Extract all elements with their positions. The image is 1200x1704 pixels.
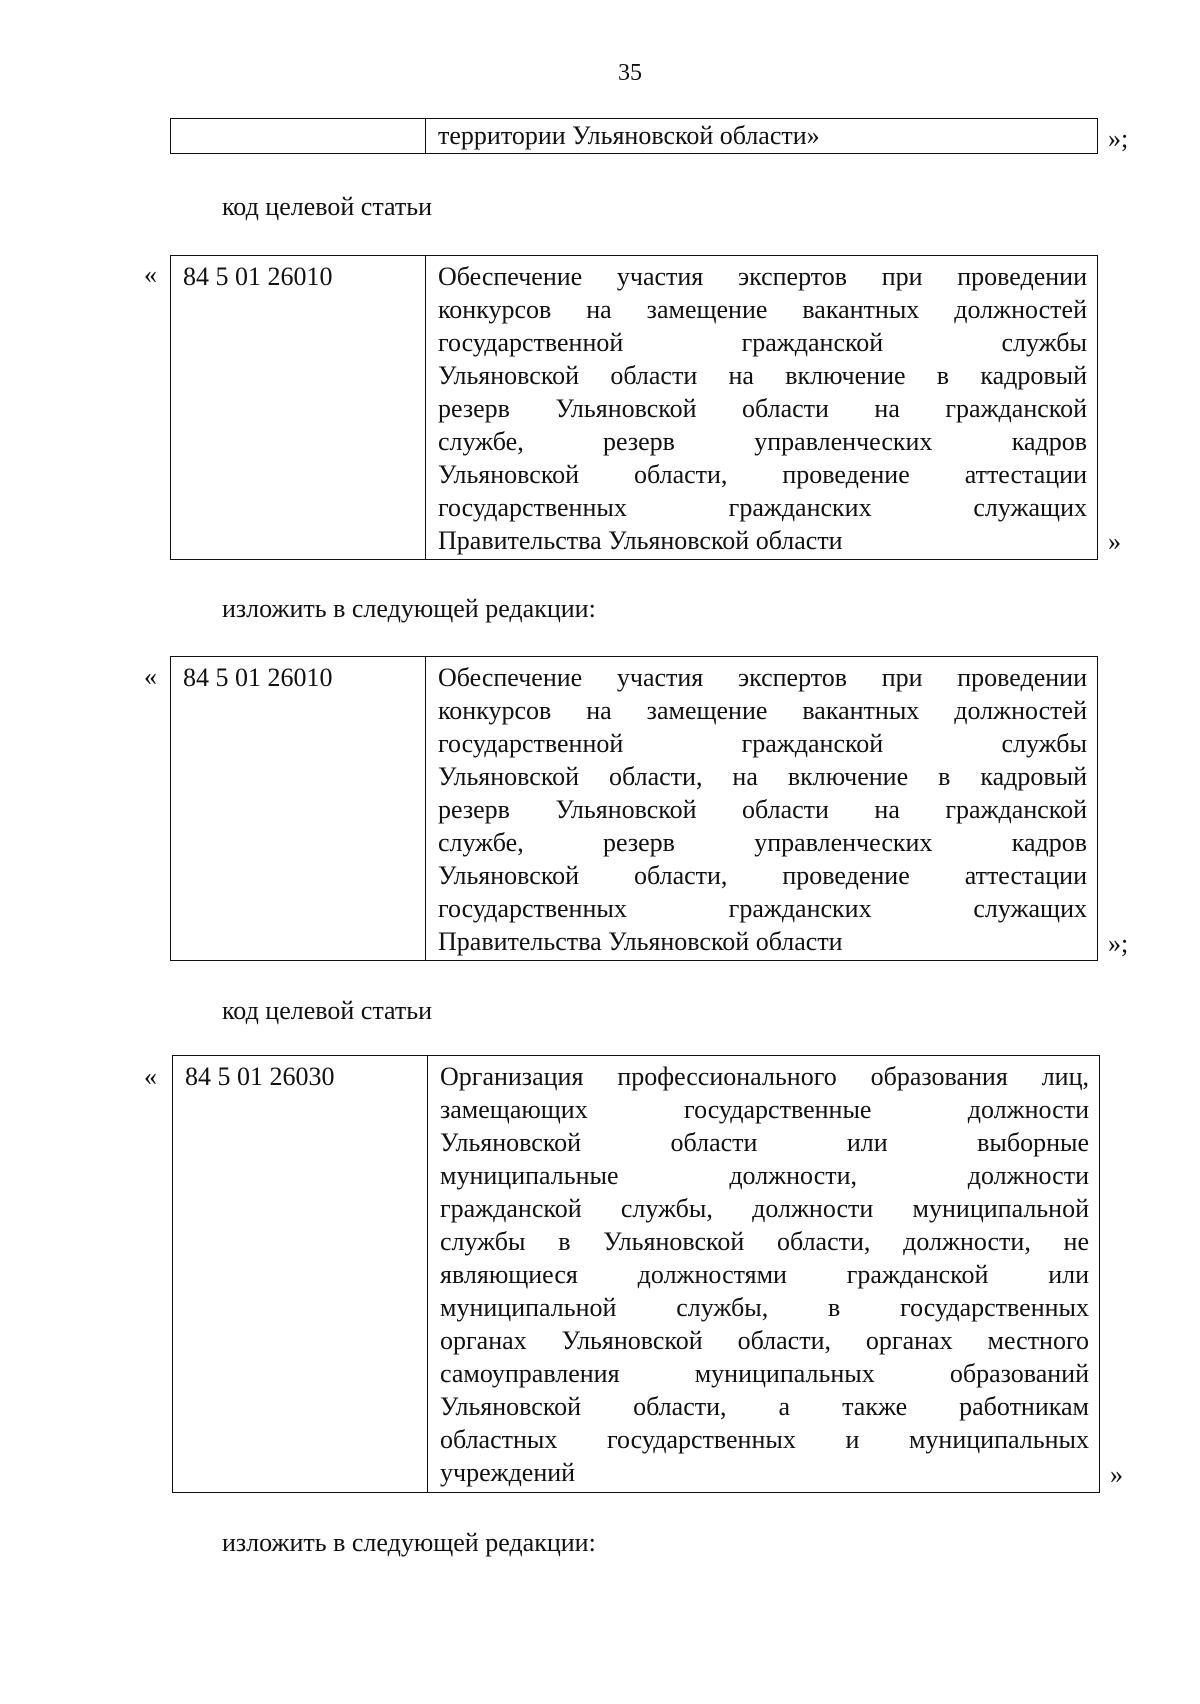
description-line: государственных гражданских служащих [438, 894, 1087, 923]
description-line: территории Ульяновской области» [438, 121, 820, 150]
code-cell [171, 119, 426, 153]
description-line: Ульяновской области на включение в кадровый [438, 361, 1087, 390]
description-cell [426, 119, 1097, 153]
description-line: службе, резерв управленческих кадров [438, 427, 1087, 456]
description-line: самоуправления муниципальных образований [440, 1359, 1089, 1388]
close-quote: »; [1108, 124, 1129, 153]
description-line: Обеспечение участия экспертов при проведении [438, 663, 1087, 692]
close-quote: »; [1108, 929, 1129, 958]
description-cell [426, 256, 1097, 559]
paragraph-text: изложить в следующей редакции: [222, 594, 596, 623]
code-cell: 84 5 01 26010 [171, 256, 426, 559]
description-line: являющиеся должностями гражданской или [440, 1260, 1089, 1289]
code-cell: 84 5 01 26010 [171, 657, 426, 960]
description-line: конкурсов на замещение вакантных должностей [438, 696, 1087, 725]
table-old-26030 [172, 1055, 1100, 1493]
description-line: резерв Ульяновской области на гражданской [438, 394, 1087, 423]
description-line: государственной гражданской службы [438, 328, 1087, 357]
description-line: Ульяновской области, а также работникам [440, 1392, 1089, 1421]
description-cell [428, 1056, 1099, 1492]
description-line: Ульяновской области, на включение в кадровый [438, 762, 1087, 791]
description-line: Правительства Ульяновской области [438, 927, 843, 956]
description-line: Организация профессионального образования лиц, [440, 1062, 1089, 1091]
open-quote: « [144, 260, 157, 289]
description-line: Правительства Ульяновской области [438, 526, 843, 555]
close-quote: » [1108, 527, 1121, 556]
paragraph-text: код целевой статьи [222, 996, 432, 1025]
page-number: 35 [618, 60, 642, 86]
description-line: муниципальной службы, в государственных [440, 1293, 1089, 1322]
description-line: муниципальные должности, должности [440, 1161, 1089, 1190]
open-quote: « [144, 1062, 157, 1091]
table-continuation [170, 118, 1098, 154]
description-line: гражданской службы, должности муниципальной [440, 1194, 1089, 1223]
description-line: конкурсов на замещение вакантных должностей [438, 295, 1087, 324]
description-line: государственной гражданской службы [438, 729, 1087, 758]
code-cell: 84 5 01 26030 [173, 1056, 428, 1492]
description-line: Ульяновской области или выборные [440, 1128, 1089, 1157]
table-old-26010 [170, 255, 1098, 560]
description-line: резерв Ульяновской области на гражданской [438, 795, 1087, 824]
description-line: областных государственных и муниципальных [440, 1425, 1089, 1454]
description-line: Ульяновской области, проведение аттестации [438, 861, 1087, 890]
description-cell [426, 657, 1097, 960]
description-line: органах Ульяновской области, органах местного [440, 1326, 1089, 1355]
description-line: службе, резерв управленческих кадров [438, 828, 1087, 857]
close-quote: » [1110, 1460, 1123, 1489]
description-line: государственных гражданских служащих [438, 493, 1087, 522]
paragraph-text: изложить в следующей редакции: [222, 1528, 596, 1557]
description-line: учреждений [440, 1458, 576, 1487]
open-quote: « [144, 662, 157, 691]
description-line: замещающих государственные должности [440, 1095, 1089, 1124]
description-line: службы в Ульяновской области, должности, не [440, 1227, 1089, 1256]
table-new-26010 [170, 656, 1098, 961]
description-line: Обеспечение участия экспертов при проведении [438, 262, 1087, 291]
paragraph-text: код целевой статьи [222, 192, 432, 221]
description-line: Ульяновской области, проведение аттестации [438, 460, 1087, 489]
